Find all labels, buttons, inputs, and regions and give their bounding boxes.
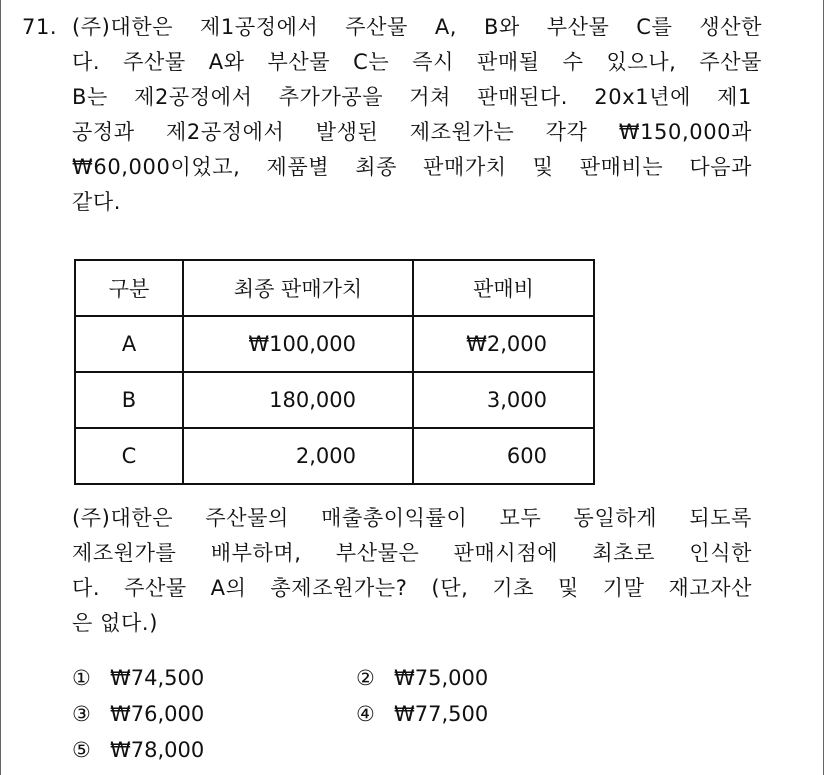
option-text: ₩76,000 bbox=[110, 702, 205, 726]
option-1[interactable] bbox=[72, 660, 356, 696]
question-number: 71. bbox=[22, 15, 58, 39]
option-text: ₩77,500 bbox=[394, 702, 489, 726]
closing-line-4: 은 없다.) bbox=[72, 611, 159, 635]
option-mark: ④ bbox=[356, 702, 375, 726]
table-cell: B bbox=[75, 372, 183, 428]
option-row bbox=[72, 732, 640, 768]
intro-line-6: 같다. bbox=[72, 190, 122, 214]
table-cell: ₩100,000 bbox=[183, 316, 413, 372]
intro-line-2: 다. 주산물 A와 부산물 C는 즉시 판매될 수 있으나, 주산물 bbox=[72, 50, 762, 74]
table-cell: 180,000 bbox=[183, 372, 413, 428]
table-cell: 3,000 bbox=[413, 372, 594, 428]
sales-table bbox=[74, 259, 595, 485]
closing-line-1: (주)대한은 주산물의 매출총이익률이 모두 동일하게 되도록 bbox=[72, 506, 752, 530]
intro-line-1: (주)대한은 제1공정에서 주산물 A, B와 부산물 C를 생산한 bbox=[72, 15, 762, 39]
table-row bbox=[75, 372, 594, 428]
table-header-selling-cost: 판매비 bbox=[413, 260, 594, 316]
option-text: ₩78,000 bbox=[110, 738, 205, 762]
option-4[interactable] bbox=[356, 696, 640, 732]
option-mark: ⑤ bbox=[72, 738, 91, 762]
table-row bbox=[75, 428, 594, 484]
intro-paragraph bbox=[22, 45, 762, 220]
intro-line-5: ₩60,000이었고, 제품별 최종 판매가치 및 판매비는 다음과 bbox=[72, 155, 752, 179]
option-row bbox=[72, 696, 640, 732]
question-first-line bbox=[22, 10, 762, 45]
answer-options bbox=[72, 660, 640, 768]
option-3[interactable] bbox=[72, 696, 356, 732]
table-cell: 600 bbox=[413, 428, 594, 484]
table-header-category: 구분 bbox=[75, 260, 183, 316]
table-cell: ₩2,000 bbox=[413, 316, 594, 372]
table-header-row bbox=[75, 260, 594, 316]
option-row bbox=[72, 660, 640, 696]
option-text: ₩75,000 bbox=[394, 666, 489, 690]
closing-line-2: 제조원가를 배부하며, 부산물은 판매시점에 최초로 인식한 bbox=[72, 541, 752, 565]
table-cell: 2,000 bbox=[183, 428, 413, 484]
option-2[interactable] bbox=[356, 660, 640, 696]
table-cell: A bbox=[75, 316, 183, 372]
intro-line-4: 공정과 제2공정에서 발생된 제조원가는 각각 ₩150,000과 bbox=[72, 120, 752, 144]
table-row bbox=[75, 316, 594, 372]
option-mark: ③ bbox=[72, 702, 91, 726]
closing-paragraph bbox=[72, 501, 752, 641]
table-header-final-value: 최종 판매가치 bbox=[183, 260, 413, 316]
option-text: ₩74,500 bbox=[110, 666, 205, 690]
question-block bbox=[22, 10, 762, 220]
table-cell: C bbox=[75, 428, 183, 484]
option-mark: ② bbox=[356, 666, 375, 690]
option-mark: ① bbox=[72, 666, 91, 690]
option-5[interactable] bbox=[72, 732, 356, 768]
intro-line-3: B는 제2공정에서 추가가공을 거쳐 판매된다. 20x1년에 제1 bbox=[72, 85, 752, 109]
closing-line-3: 다. 주산물 A의 총제조원가는? (단, 기초 및 기말 재고자산 bbox=[72, 576, 752, 600]
